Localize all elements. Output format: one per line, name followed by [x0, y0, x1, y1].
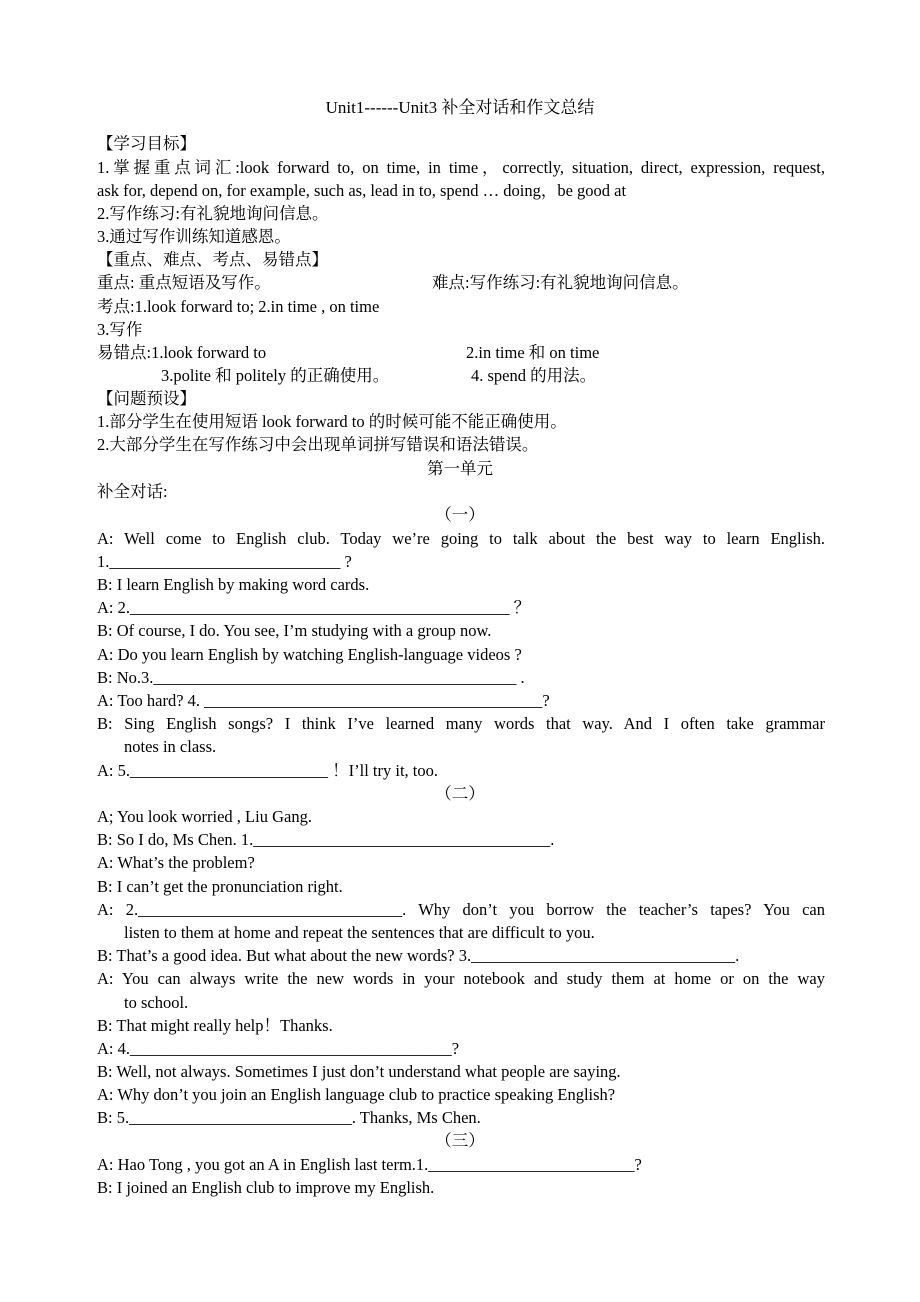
dialog-1-line: A: Do you learn English by watching English-language videos ?	[97, 645, 522, 664]
goal-2: 2.写作练习:有礼貌地询问信息。	[97, 204, 329, 223]
dialog-2-line: A; You look worried , Liu Gang.	[97, 807, 312, 826]
dialog-3-line: A: Hao Tong , you got an A in English last term.1._________________________?	[97, 1155, 642, 1174]
dialog-1-line: B: No.3.____________________________________________ .	[97, 668, 525, 687]
goals-heading: 【学习目标】	[97, 134, 196, 153]
dialog-2-line: listen to them at home and repeat the sentences that are difficult to you.	[124, 923, 595, 942]
dialog-3-label: （三）	[435, 1131, 485, 1150]
dialog-3-line: B: I joined an English club to improve my English.	[97, 1178, 435, 1197]
goal-1-line-2: ask for, depend on, for example, such as, lead in to, spend … doing，be good at	[97, 181, 627, 200]
unit-title: 第一单元	[427, 459, 493, 478]
dialog-2-line: to school.	[124, 993, 189, 1012]
dialog-2-line: A: 2.________________________________. Why don’t you borrow the teacher’s tapes? You can	[97, 900, 825, 919]
dialog-2-line: A: You can always write the new words in your notebook and study them at home or on the way	[97, 969, 825, 988]
dialog-1-line: A: 5.________________________ ！I’ll try it, too.	[97, 761, 438, 780]
dialog-2-label: （二）	[435, 784, 485, 803]
document-title: Unit1------Unit3 补全对话和作文总结	[325, 98, 595, 117]
error-points-3: 3.polite 和 politely 的正确使用。	[161, 366, 390, 385]
problem-2: 2.大部分学生在写作练习中会出现单词拼写错误和语法错误。	[97, 435, 539, 454]
dialog-1-line: notes in class.	[124, 737, 217, 756]
dialog-2-line: B: 5.___________________________. Thanks, Ms Chen.	[97, 1108, 481, 1127]
dialog-1-line: 1.____________________________ ?	[97, 552, 352, 571]
goal-1-line-1: 1.掌握重点词汇:look forward to, on time, in time，correctly, situation, direct, expression, request,	[97, 158, 825, 177]
difficult-points: 难点:写作练习:有礼貌地询问信息。	[432, 273, 689, 292]
dialog-1-line: A: Well come to English club. Today we’re going to talk about the best way to learn English.	[97, 529, 825, 548]
problems-heading: 【问题预设】	[97, 389, 196, 408]
problem-1: 1.部分学生在使用短语 look forward to 的时候可能不能正确使用。	[97, 412, 567, 431]
dialog-2-line: B: So I do, Ms Chen. 1.____________________________________.	[97, 830, 555, 849]
dialog-2-line: B: That might really help！Thanks.	[97, 1016, 333, 1035]
error-points-1: 易错点:1.look forward to	[97, 343, 267, 362]
key-points: 重点: 重点短语及写作。	[97, 273, 271, 292]
dialog-section-label: 补全对话:	[97, 482, 168, 501]
dialog-2-line: A: Why don’t you join an English language club to practice speaking English?	[97, 1085, 616, 1104]
dialog-2-line: B: That’s a good idea. But what about the new words? 3.________________________________.	[97, 946, 740, 965]
goal-3: 3.通过写作训练知道感恩。	[97, 227, 291, 246]
dialog-1-line: B: Sing English songs? I think I’ve learned many words that way. And I often take grammar	[97, 714, 825, 733]
error-points-2: 2.in time 和 on time	[466, 343, 600, 362]
error-points-4: 4. spend 的用法。	[471, 366, 597, 385]
dialog-2-line: A: 4._______________________________________?	[97, 1039, 460, 1058]
key-points-heading: 【重点、难点、考点、易错点】	[97, 250, 328, 269]
dialog-1-line: A: 2.______________________________________________ ？	[97, 598, 531, 617]
exam-points: 考点:1.look forward to; 2.in time , on time	[97, 297, 380, 316]
dialog-1-label: （一）	[435, 505, 485, 524]
dialog-2-line: B: I can’t get the pronunciation right.	[97, 877, 343, 896]
dialog-2-line: A: What’s the problem?	[97, 853, 255, 872]
dialog-1-line: A: Too hard? 4. _________________________________________?	[97, 691, 550, 710]
dialog-1-line: B: I learn English by making word cards.	[97, 575, 370, 594]
dialog-2-line: B: Well, not always. Sometimes I just don’t understand what people are saying.	[97, 1062, 621, 1081]
exam-points-writing: 3.写作	[97, 320, 143, 339]
dialog-1-line: B: Of course, I do. You see, I’m studying with a group now.	[97, 621, 492, 640]
